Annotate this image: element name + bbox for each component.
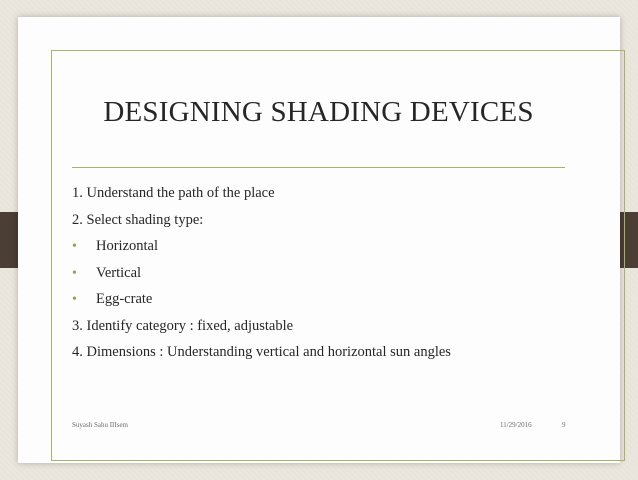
footer-date: 11/29/2016 xyxy=(500,421,532,429)
content-line-3: 3. Identify category : fixed, adjustable xyxy=(72,317,294,334)
bullet-label: Horizontal xyxy=(96,238,159,254)
content-line-4: 4. Dimensions : Understanding vertical and horizontal sun angles xyxy=(72,344,451,360)
title-underline xyxy=(72,167,565,168)
bullet-label: Egg-crate xyxy=(96,291,153,307)
bullet-label: Vertical xyxy=(96,264,142,281)
bullet-icon: • xyxy=(72,292,77,307)
footer-author: Suyash Sahu IIIsem xyxy=(72,421,128,429)
bullet-item-egg-crate xyxy=(72,286,565,313)
content-line-1: 1. Understand the path of the place xyxy=(72,185,275,201)
content-line-2: 2. Select shading type: xyxy=(72,211,204,228)
slide-content xyxy=(72,180,565,366)
bullet-icon: • xyxy=(72,265,77,281)
bullet-item-horizontal xyxy=(72,233,565,260)
slide-title: DESIGNING SHADING DEVICES xyxy=(103,96,534,128)
bullet-item-vertical xyxy=(72,260,565,287)
footer-page-number: 9 xyxy=(562,421,566,429)
bullet-icon: • xyxy=(72,239,77,254)
